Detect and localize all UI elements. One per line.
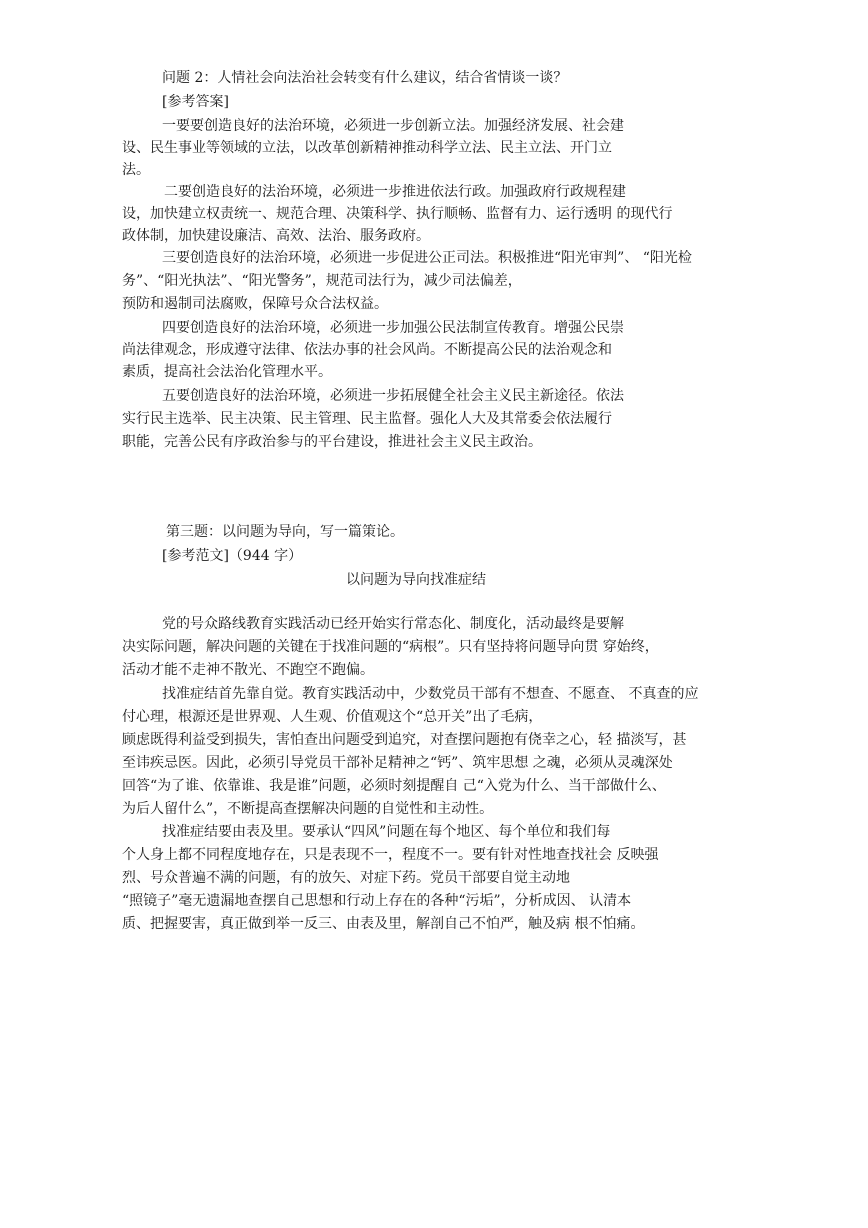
essay-title: 以问题为导向找准症结 xyxy=(346,572,486,588)
paragraph-line: 素质，提高社会法治化管理水平。 xyxy=(122,364,332,380)
paragraph-line: 三要创造良好的法治环境，必须进一步促进公正司法。积极推进“阳光审判”、 “阳光检 xyxy=(162,250,692,266)
paragraph-line: 二要创造良好的法治环境，必须进一步推进依法行政。加强政府行政规程建 xyxy=(164,184,626,200)
paragraph-line: 尚法律观念，形成遵守法律、依法办事的社会风尚。不断提高公民的法治观念和 xyxy=(122,342,612,358)
paragraph-line: 决实际问题，解决问题的关键在于找准问题的“病根”。只有坚持将问题导向贯 穿始终， xyxy=(122,639,659,655)
reference-essay-label: [参考范文]（944 字） xyxy=(162,548,303,564)
question-2-heading: 问题 2：人情社会向法治社会转变有什么建议，结合省情谈一谈？ xyxy=(162,70,568,86)
paragraph-line: 质、把握要害，真正做到举一反三、由表及里，解剖自己不怕严，触及病 根不怕痛。 xyxy=(122,916,645,932)
paragraph-line: “照镜子”毫无遗漏地查摆自己思想和行动上存在的各种“污垢”，分析成因、 认清本 xyxy=(122,893,632,909)
paragraph-line: 务”、“阳光执法”、“阳光警务”，规范司法行为，减少司法偏差， xyxy=(122,273,522,289)
paragraph-line: 顾虑既得利益受到损失，害怕查出问题受到追究，对查摆问题抱有侥幸之心，轻 描淡写，甚 xyxy=(122,732,687,748)
paragraph-line: 至讳疾忌医。因此，必须引导党员干部补足精神之“钙”、筑牢思想 之魂，必须从灵魂深处 xyxy=(122,755,673,771)
paragraph-line: 找准症结要由表及里。要承认“四风”问题在每个地区、每个单位和我们每 xyxy=(162,824,611,840)
paragraph-line: 职能，完善公民有序政治参与的平台建设，推进社会主义民主政治。 xyxy=(122,434,542,450)
question-3-heading: 第三题：以问题为导向，写一篇策论。 xyxy=(166,524,404,540)
paragraph-line: 设、民生事业等领域的立法，以改革创新精神推动科学立法、民主立法、开门立 xyxy=(122,140,612,156)
paragraph-line: 为后人留什么”，不断提高查摆解决问题的自觉性和主动性。 xyxy=(122,801,494,817)
paragraph-line: 烈、号众普遍不满的问题，有的放矢、对症下药。党员干部要自觉主动地 xyxy=(122,870,570,886)
reference-answer-label: [参考答案] xyxy=(162,94,229,110)
paragraph-line: 实行民主选举、民主决策、民主管理、民主监督。强化人大及其常委会依法履行 xyxy=(122,411,612,427)
paragraph-line: 政体制，加快建设廉洁、高效、法治、服务政府。 xyxy=(122,228,430,244)
paragraph-line: 设，加快建立权责统一、规范合理、决策科学、执行顺畅、监督有力、运行透明 的现代行 xyxy=(122,206,673,222)
paragraph-line: 个人身上都不同程度地存在，只是表现不一，程度不一。要有针对性地查找社会 反映强 xyxy=(122,847,659,863)
paragraph-line: 付心理，根源还是世界观、人生观、价值观这个“总开关”出了毛病， xyxy=(122,709,543,725)
paragraph-line: 党的号众路线教育实践活动已经开始实行常态化、制度化，活动最终是要解 xyxy=(162,616,624,632)
paragraph-line: 法。 xyxy=(122,162,150,178)
paragraph-line: 回答“为了谁、依靠谁、我是谁”问题，必须时刻提醒自 己“入党为什么、当干部做什么、 xyxy=(122,778,666,794)
paragraph-line: 一要要创造良好的法治环境，必须进一步创新立法。加强经济发展、社会建 xyxy=(162,118,624,134)
paragraph-line: 找准症结首先靠自觉。教育实践活动中，少数党员干部有不想查、不愿查、 不真查的应 xyxy=(162,686,699,702)
paragraph-line: 五要创造良好的法治环境，必须进一步拓展健全社会主义民主新途径。依法 xyxy=(162,388,624,404)
paragraph-line: 四要创造良好的法治环境，必须进一步加强公民法制宣传教育。增强公民崇 xyxy=(162,320,624,336)
paragraph-line: 活动才能不走神不散光、不跑空不跑偏。 xyxy=(122,662,374,678)
paragraph-line: 预防和遏制司法腐败，保障号众合法权益。 xyxy=(122,296,388,312)
